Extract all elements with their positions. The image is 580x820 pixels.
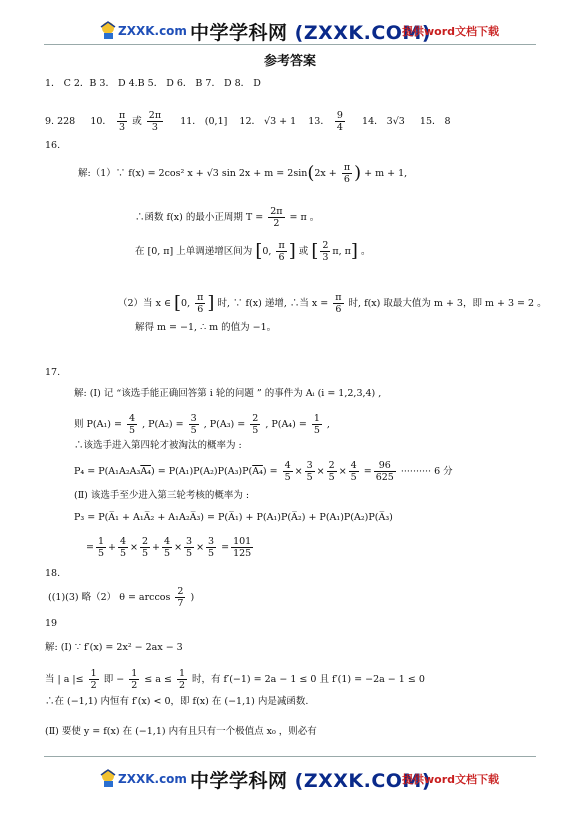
mc-answers: 1． C 2．B 3． D 4.B 5． D 6． B 7． D 8． D [45, 78, 261, 89]
q17-line6: P₃ = P(A̅₁ + A₁A̅₂ + A₁A₂A̅₃) = P(A̅₁) + P(A₁)P(A̅₂) + P(A₁)P(A₂)P(A̅₃) [74, 512, 393, 523]
answer-9: 9. 228 [45, 116, 76, 127]
q16-label: 16. [45, 140, 61, 151]
q19-line4: (Ⅱ) 要使 y = f(x) 在 (−1,1) 内有且只有一个极值点 x₀ ，则必有 [45, 726, 317, 737]
q16-line1: 解:（1）∵ f(x) = 2cos² x + √3 sin 2x + m = 2sin(2x + $\frac{\pi}{6}$ ) + m + 1, [78, 162, 408, 185]
q17-line2: 则 P(A₁) = $\frac{4}{5}$ , P(A₂) = $\frac{3}{5}$ , P(A₃) = $\frac{2}{5}$ , P(A₄) = $\frac{1}{5}$ , [74, 413, 330, 436]
site-logo [98, 18, 187, 42]
answer-12: 12． √3 + 1 [239, 116, 297, 127]
footer-site-title [190, 766, 431, 793]
answer-10-frac-b: $\frac{2\pi}{3}$ [148, 110, 162, 133]
svg-text:ZXXK.com: ZXXK.com [118, 772, 187, 786]
site-name: 中学学科网 [190, 22, 288, 44]
q16-line3: 在 [0, π] 上单调递增区间为 [0, $\frac{\pi}{6}$ ] 或 [ $\frac{2}{3}$ π, π] 。 [135, 240, 371, 263]
site-domain: (ZXXK.COM) [294, 22, 432, 44]
q17-label: 17. [45, 367, 61, 378]
download-link[interactable]: 提供word文档下载 [402, 25, 500, 38]
q18-label: 18. [45, 568, 61, 579]
q17-line1: 解: (Ⅰ) 记 “该选手能正确回答第 i 轮的问题 ” 的事件为 Aᵢ (i = 1,2,3,4) , [74, 388, 382, 399]
q19-line2: 当 | a |≤ $\frac{1}{2}$ 即 − $\frac{1}{2}$ ≤ a ≤ $\frac{1}{2}$ 时，有 f′(−1) = 2a − 1 ≤ 0 且 f′(1) = −2a − 1 ≤ 0 [45, 668, 425, 691]
q16-line2: ∴函数 f(x) 的最小正周期 T = $\frac{2\pi}{2}$ = π 。 [135, 206, 320, 229]
footer-logo [98, 766, 187, 790]
answer-15: 15． 8 [419, 116, 451, 127]
doc-title: 参考答案 [263, 54, 316, 69]
q17-line5: (Ⅱ) 该选手至少进入第三轮考核的概率为 : [74, 490, 250, 501]
answer-13-frac: $\frac{9}{4}$ [336, 110, 343, 133]
footer-site-domain: (ZXXK.COM) [294, 770, 432, 792]
q17-line4: P₄ = P(A₁A₂A₃A₄) = P(A₁)P(A₂)P(A₃)P(A₄) = $\frac{4}{5}$ × $\frac{3}{5}$ × $\frac{2}{5}$ × $\frac{4}{5}$ = $\frac{96}{625}$ ·········· 6 分 [74, 460, 453, 483]
q16-line5: 解得 m = −1, ∴ m 的值为 −1。 [135, 322, 277, 333]
footer-download-link[interactable]: 提供word文档下载 [402, 773, 500, 786]
answer-14: 14． 3√3 [362, 116, 405, 127]
q17-line7: = $\frac{1}{5}$ + $\frac{4}{5}$ × $\frac{2}{5}$ + $\frac{4}{5}$ × $\frac{3}{5}$ × $\frac{3}{5}$ = $\frac{101}{125}$ [86, 536, 252, 559]
q17-line3: ∴该选手进入第四轮才被淘汰的概率为 : [74, 440, 242, 451]
footer-site-name: 中学学科网 [190, 770, 288, 792]
q19-label: 19 [45, 618, 58, 629]
q18-line1: ((1)(3) 略（2） θ = arccos $\frac{2}{7}$ ) [48, 586, 195, 609]
q16-line4: （2）当 x ∈ [0, $\frac{\pi}{6}$ ] 时, ∵ f(x) 递增, ∴当 x = $\frac{\pi}{6}$ 时, f(x) 取最大值为 m + 3，即 m + 3 = 2 。 [118, 292, 547, 315]
fill-answers: 9. 228 10． $\frac{\pi}{3}$ 或 $\frac{2\pi}{3}$ 11． (0,1] 12． √3 + 1 13． $\frac{9}{4}$ 14． 3√3 15． 8 [45, 110, 451, 133]
answer-10-label: 10． [90, 116, 112, 127]
answer-11: 11． (0,1] [180, 116, 228, 127]
svg-text:ZXXK.com: ZXXK.com [118, 24, 187, 38]
header-divider [44, 44, 536, 45]
answer-13-label: 13． [308, 116, 330, 127]
q19-line3: ∴在 (−1,1) 内恒有 f′(x) < 0，即 f(x) 在 (−1,1) 内是减函数. [45, 696, 309, 707]
answer-10-frac-a: $\frac{\pi}{3}$ [118, 110, 126, 133]
footer-divider [44, 756, 536, 757]
page-footer [0, 760, 580, 796]
q19-line1: 解: (Ⅰ) ∵ f′(x) = 2x² − 2ax − 3 [45, 642, 183, 653]
page-header [0, 12, 580, 48]
site-title [190, 18, 431, 45]
